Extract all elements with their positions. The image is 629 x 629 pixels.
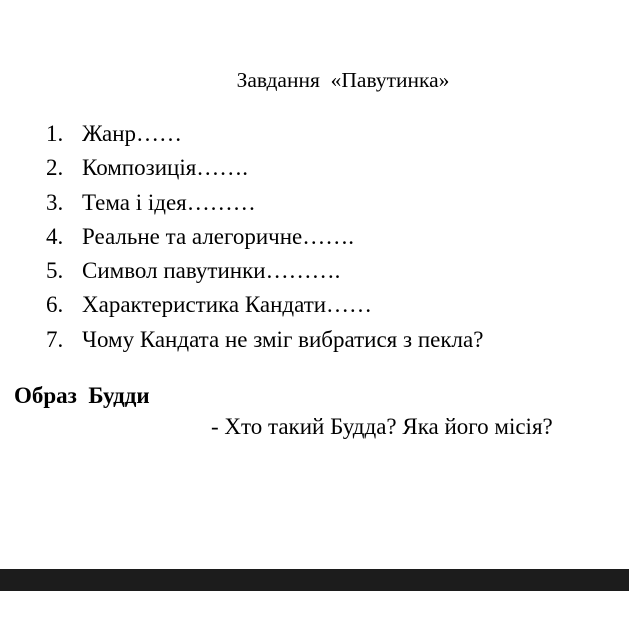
task-item xyxy=(46,119,483,153)
task-text: Тема і ідея……… xyxy=(82,189,256,215)
task-text: Характеристика Кандати…… xyxy=(82,292,373,318)
task-text: Композиція……. xyxy=(82,155,249,181)
task-text: Чому Кандата не зміг вибратися з пекла? xyxy=(82,326,484,352)
task-item xyxy=(46,188,483,222)
task-number: 4. xyxy=(46,223,64,249)
task-item xyxy=(46,325,483,359)
task-list xyxy=(46,119,483,359)
task-text: Символ павутинки………. xyxy=(82,258,341,284)
section-heading: Образ Будди xyxy=(14,383,150,408)
bottom-margin xyxy=(0,591,629,629)
task-number: 5. xyxy=(46,258,64,284)
task-item xyxy=(46,256,483,290)
task-item xyxy=(46,290,483,324)
task-text: Жанр…… xyxy=(82,121,183,146)
task-item xyxy=(46,153,483,187)
document-title: Завдання «Павутинка» xyxy=(236,68,450,92)
task-number: 7. xyxy=(46,326,64,352)
bottom-dark-bar xyxy=(0,569,629,591)
task-item xyxy=(46,222,483,256)
task-text: Реальне та алегоричне……. xyxy=(82,223,355,249)
question-text: - Хто такий Будда? Яка його місія? xyxy=(211,414,553,439)
task-number: 2. xyxy=(46,155,64,181)
task-number: 3. xyxy=(46,189,64,215)
task-number: 6. xyxy=(46,292,64,318)
task-number: 1. xyxy=(46,121,64,146)
